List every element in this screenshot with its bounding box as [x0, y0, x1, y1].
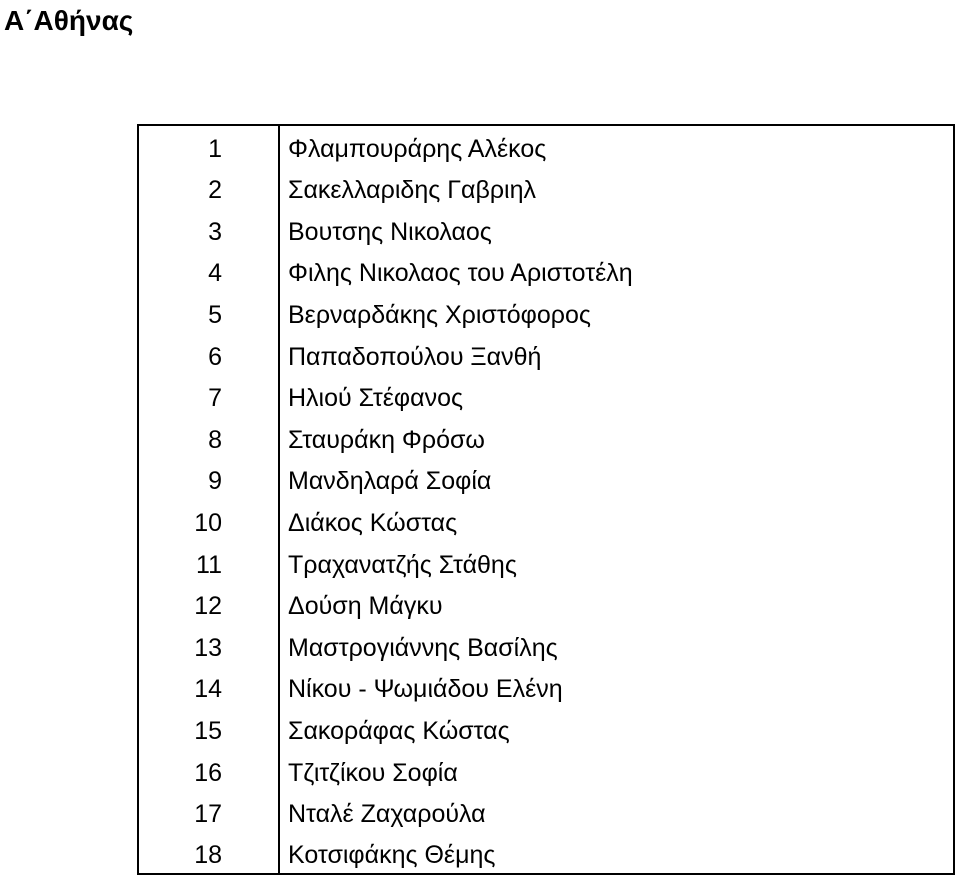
- row-number: 11: [138, 541, 279, 583]
- row-number: 7: [138, 375, 279, 417]
- row-name: Μανδηλαρά Σοφία: [279, 458, 954, 500]
- row-number: 9: [138, 458, 279, 500]
- row-name: Φιλης Νικολαος του Αριστοτέλη: [279, 250, 954, 292]
- table-row: [138, 791, 954, 833]
- row-name: Βερναρδάκης Χριστόφορος: [279, 291, 954, 333]
- row-number: 1: [138, 125, 279, 167]
- table-row: [138, 167, 954, 209]
- row-name: Ηλιού Στέφανος: [279, 375, 954, 417]
- row-number: 13: [138, 624, 279, 666]
- row-name: Τραχανατζής Στάθης: [279, 541, 954, 583]
- row-name: Νταλέ Ζαχαρούλα: [279, 791, 954, 833]
- table-row: [138, 749, 954, 791]
- table-row: [138, 541, 954, 583]
- row-name: Σακελλαριδης Γαβριηλ: [279, 167, 954, 209]
- table-row: [138, 832, 954, 874]
- table-row: [138, 375, 954, 417]
- row-number: 17: [138, 791, 279, 833]
- row-name: Κοτσιφάκης Θέμης: [279, 832, 954, 874]
- row-number: 6: [138, 333, 279, 375]
- row-number: 8: [138, 416, 279, 458]
- row-number: 10: [138, 499, 279, 541]
- table-row: [138, 666, 954, 708]
- row-name: Μαστρογιάννης Βασίλης: [279, 624, 954, 666]
- row-name: Σταυράκη Φρόσω: [279, 416, 954, 458]
- row-number: 2: [138, 167, 279, 209]
- row-name: Διάκος Κώστας: [279, 499, 954, 541]
- table-row: [138, 291, 954, 333]
- row-name: Νίκου - Ψωμιάδου Ελένη: [279, 666, 954, 708]
- row-number: 5: [138, 291, 279, 333]
- row-number: 14: [138, 666, 279, 708]
- row-name: Δούση Μάγκυ: [279, 583, 954, 625]
- table-row: [138, 416, 954, 458]
- row-number: 18: [138, 832, 279, 874]
- table-row: [138, 458, 954, 500]
- row-name: Τζιτζίκου Σοφία: [279, 749, 954, 791]
- row-number: 4: [138, 250, 279, 292]
- table-row: [138, 333, 954, 375]
- row-name: Σακοράφας Κώστας: [279, 707, 954, 749]
- table-row: [138, 499, 954, 541]
- roster-table: [137, 124, 955, 875]
- table-row: [138, 250, 954, 292]
- row-number: 12: [138, 583, 279, 625]
- table-row: [138, 208, 954, 250]
- table-row: [138, 583, 954, 625]
- table-row: [138, 125, 954, 167]
- row-name: Βουτσης Νικολαος: [279, 208, 954, 250]
- row-name: Παπαδοπούλου Ξανθή: [279, 333, 954, 375]
- row-number: 3: [138, 208, 279, 250]
- row-name: Φλαμπουράρης Αλέκος: [279, 125, 954, 167]
- page-title: Α΄Αθήνας: [4, 5, 134, 36]
- row-number: 15: [138, 707, 279, 749]
- table-row: [138, 624, 954, 666]
- row-number: 16: [138, 749, 279, 791]
- table-row: [138, 707, 954, 749]
